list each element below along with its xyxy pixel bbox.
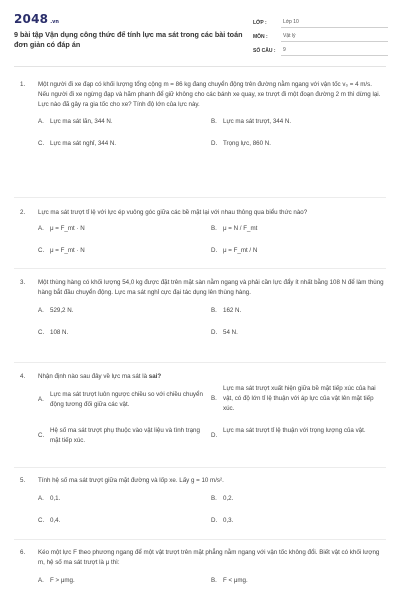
document-title: 9 bài tập Vận dụng công thức để tính lực ma sát trong các bài toán đơn giản có đáp án (14, 30, 243, 49)
option-b[interactable] (211, 576, 381, 586)
option-letter: B. (211, 577, 217, 585)
question-1 (20, 80, 384, 153)
option-a[interactable] (38, 117, 208, 127)
meta-label: SỐ CÂU : (253, 48, 276, 54)
question-text-plain: Nhận định nào sau đây về lực ma sát là (38, 373, 149, 380)
option-a[interactable] (38, 306, 208, 316)
option-text: 0,4. (50, 517, 61, 525)
header-divider (14, 66, 386, 67)
question-divider (14, 197, 386, 198)
option-b[interactable] (211, 306, 381, 316)
option-formula: μ = N / F_mt (223, 225, 258, 233)
option-text: Lực ma sát trượt tỉ lệ thuận với trọng lượng của vật. (223, 427, 366, 435)
option-b[interactable] (211, 384, 381, 414)
question-number: 4. (20, 373, 26, 380)
meta-value: 9 (281, 47, 388, 56)
question-number: 6. (20, 549, 26, 556)
option-letter: C. (38, 247, 45, 255)
option-letter: A. (38, 307, 44, 315)
option-a[interactable] (38, 224, 208, 234)
option-d[interactable] (211, 426, 381, 441)
meta-row-class (253, 14, 388, 28)
question-divider (14, 467, 386, 468)
option-text: 162 N. (223, 307, 242, 315)
option-letter: A. (38, 495, 44, 503)
option-letter: A. (38, 577, 44, 585)
option-a[interactable] (38, 494, 208, 504)
option-text: 108 N. (50, 329, 69, 337)
question-5 (20, 476, 384, 530)
meta-value: Vật lý (281, 33, 388, 42)
question-text: Kéo một lực F theo phương ngang để một vật trượt trên mặt phẳng nằm ngang với vận tốc không đổi. Biết vật có khối lượng m, hệ số ma sát trượt là μ thì: (38, 549, 380, 567)
option-text: Lực ma sát lăn, 344 N. (50, 117, 113, 125)
option-c[interactable] (38, 426, 208, 446)
option-a[interactable] (38, 390, 208, 410)
option-c[interactable] (38, 516, 208, 526)
option-text: Hệ số ma sát trượt phụ thuộc vào vật liệu và tình trạng mặt tiếp xúc. (50, 427, 200, 445)
question-text-emphasis: sai? (148, 373, 162, 380)
option-letter: C. (38, 517, 45, 525)
option-text: F < μmg. (223, 577, 248, 585)
option-text: Lực ma sát trượt, 344 N. (223, 117, 292, 125)
question-3 (20, 278, 384, 342)
option-letter: B. (211, 495, 217, 503)
option-text: Lực ma sát trượt luôn ngược chiều so với chiều chuyển động tương đối giữa các vật. (50, 391, 203, 409)
question-number: 2. (20, 209, 26, 216)
option-formula: μ = F_mt · N (50, 225, 85, 233)
option-letter: D. (211, 139, 218, 147)
meta-label: LỚP : (253, 20, 267, 26)
option-b[interactable] (211, 494, 381, 504)
option-text: Trọng lực, 860 N. (223, 139, 271, 147)
question-divider (14, 268, 386, 269)
option-letter: B. (211, 395, 217, 403)
option-letter: A. (38, 396, 44, 404)
option-d[interactable] (211, 139, 381, 149)
option-letter: C. (38, 329, 45, 337)
option-d[interactable] (211, 246, 381, 256)
question-number: 5. (20, 477, 26, 484)
question-4 (20, 372, 384, 460)
option-letter: C. (38, 432, 45, 440)
option-letter: B. (211, 117, 217, 125)
option-b[interactable] (211, 224, 381, 234)
question-divider (14, 362, 386, 363)
question-text: Lực ma sát trượt tỉ lệ với lực ép vuông góc giữa các bề mặt lại với nhau thông qua biểu thức nào? (38, 209, 308, 216)
option-a[interactable] (38, 576, 208, 586)
logo-domain: .vn (50, 19, 59, 25)
option-letter: A. (38, 117, 44, 125)
option-letter: D. (211, 432, 218, 440)
question-number: 1. (20, 81, 26, 88)
option-text: 0,3. (223, 517, 234, 525)
meta-row-count (253, 42, 388, 56)
question-text: Tính hệ số ma sát trượt giữa mặt đường và lốp xe. Lấy g = 10 m/s². (38, 477, 224, 484)
option-letter: D. (211, 247, 218, 255)
option-d[interactable] (211, 328, 381, 338)
option-text: Lực ma sát trượt xuất hiện giữa bề mặt tiếp xúc của hai vật, có độ lớn tỉ lệ thuận với áp lực của vật lên mặt tiếp xúc. (223, 385, 376, 413)
question-text: Một người đi xe đạp có khối lượng tổng cộng m = 86 kg đang chuyển động trên đường nằm ngang với vận tốc v₀ = 4 m/s. Nếu người đi xe ngừng đạp và hãm phanh để giữ không cho các bánh xe quay, xe trượt đi một đoạn đường 2 m thì dừng lại. Lực nào đã gây ra gia tốc cho xe? Tính độ lớn của lực này. (38, 81, 381, 109)
option-text: 0,2. (223, 495, 234, 503)
option-b[interactable] (211, 117, 381, 127)
document-meta (253, 14, 388, 56)
meta-row-subject (253, 28, 388, 42)
option-letter: B. (211, 225, 217, 233)
document-header (0, 0, 400, 66)
option-formula: μ = F_mt · N (50, 247, 85, 255)
question-divider (14, 539, 386, 540)
option-letter: C. (38, 139, 45, 147)
meta-label: MÔN : (253, 34, 268, 40)
option-text: 0,1. (50, 495, 61, 503)
option-text: Lực ma sát nghỉ, 344 N. (50, 139, 117, 147)
question-6 (20, 548, 384, 590)
option-text: 54 N. (223, 329, 238, 337)
option-c[interactable] (38, 246, 208, 256)
option-letter: A. (38, 225, 44, 233)
option-letter: B. (211, 307, 217, 315)
question-text (38, 372, 384, 382)
question-2 (20, 208, 384, 260)
option-d[interactable] (211, 516, 381, 526)
option-c[interactable] (38, 139, 208, 149)
option-c[interactable] (38, 328, 208, 338)
option-text: 529,2 N. (50, 307, 74, 315)
option-text: F > μmg. (50, 577, 75, 585)
question-text: Một thùng hàng có khối lượng 54,0 kg được đặt trên mặt sàn nằm ngang và phải cần lực đẩy ít nhất bằng 108 N để làm thùng hàng bắt đầu chuyển động. Lực ma sát nghỉ cực đại tác dụng lên thùng hàng. (38, 279, 384, 297)
logo-text: 2048 (14, 12, 49, 26)
option-letter: D. (211, 329, 218, 337)
option-letter: D. (211, 517, 218, 525)
meta-value: Lớp 10 (281, 19, 388, 28)
option-formula: μ = F_mt / N (223, 247, 258, 255)
question-number: 3. (20, 279, 26, 286)
